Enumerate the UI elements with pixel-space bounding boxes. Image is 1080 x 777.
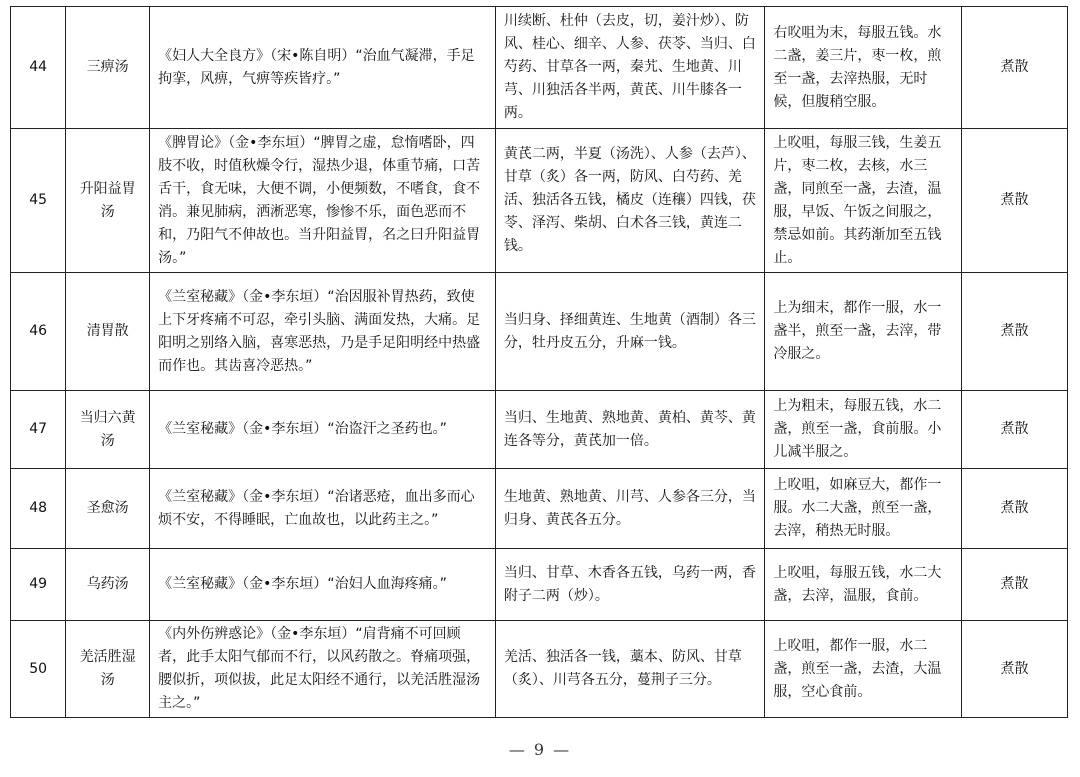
formula-source: 《内外伤辨惑论》（金•李东垣）“肩背痛不可回顾者，此手太阳气郁而不行，以风药散之。脊痛项强，腰似折，项似拔，此足太阳经不通行，以羌活胜湿汤主之。” (150, 621, 496, 718)
row-number: 47 (11, 391, 66, 469)
formula-name: 升阳益胃汤 (66, 129, 150, 273)
table-row (11, 7, 1068, 129)
page-number: — 9 — (508, 740, 572, 759)
formula-source: 《兰室秘藏》（金•李东垣）“治妇人血海疼痛。” (150, 549, 496, 621)
preparation-type: 煮散 (961, 7, 1067, 129)
table-row (11, 621, 1068, 718)
formula-ingredients: 川续断、杜仲（去皮，切，姜汁炒）、防风、桂心、细辛、人参、茯苓、当归、白芍药、甘草各一两，秦艽、生地黄、川芎、川独活各半两，黄芪、川牛膝各一两。 (495, 7, 764, 129)
preparation-type: 煮散 (961, 129, 1067, 273)
formula-usage: 上㕮咀，每服五钱，水二大盏，去滓，温服，食前。 (765, 549, 962, 621)
formula-ingredients: 当归身、择细黄连、生地黄（酒制）各三分，牡丹皮五分，升麻一钱。 (495, 273, 764, 391)
row-number: 44 (11, 7, 66, 129)
row-number: 46 (11, 273, 66, 391)
formula-source: 《脾胃论》（金•李东垣）“脾胃之虚，怠惰嗜卧，四肢不收，时值秋燥令行，湿热少退，体重节痛，口苦舌干，食无味，大便不调，小便频数，不嗜食，食不消。兼见肺病，洒淅恶寒，惨惨不乐，面色恶而不和，乃阳气不伸故也。当升阳益胃，名之曰升阳益胃汤。” (150, 129, 496, 273)
formula-name: 三痹汤 (66, 7, 150, 129)
table-row (11, 391, 1068, 469)
formula-usage: 上㕮咀，每服三钱，生姜五片，枣二枚，去核，水三盏，同煎至一盏，去渣，温服，早饭、午饭之间服之，禁忌如前。其药渐加至五钱止。 (765, 129, 962, 273)
table-row (11, 129, 1068, 273)
formula-source: 《兰室秘藏》（金•李东垣）“治因服补胃热药，致使上下牙疼痛不可忍，牵引头脑、满面发热，大痛。足阳明之别络入脑，喜寒恶热，乃是手足阳明经中热盛而作也。其齿喜冷恶热。” (150, 273, 496, 391)
formula-usage: 上㕮咀，如麻豆大，都作一服。水二大盏，煎至一盏，去滓，稍热无时服。 (765, 469, 962, 549)
row-number: 50 (11, 621, 66, 718)
formula-ingredients: 当归、甘草、木香各五钱，乌药一两，香附子二两（炒）。 (495, 549, 764, 621)
formula-source: 《兰室秘藏》（金•李东垣）“治盗汗之圣药也。” (150, 391, 496, 469)
preparation-type: 煮散 (961, 469, 1067, 549)
preparation-type: 煮散 (961, 391, 1067, 469)
formula-ingredients: 生地黄、熟地黄、川芎、人参各三分，当归身、黄芪各五分。 (495, 469, 764, 549)
formula-usage: 右㕮咀为末，每服五钱。水二盏，姜三片，枣一枚，煎至一盏，去滓热服，无时候，但腹稍空服。 (765, 7, 962, 129)
formula-name: 当归六黄汤 (66, 391, 150, 469)
formula-ingredients: 当归、生地黄、熟地黄、黄柏、黄芩、黄连各等分，黄芪加一倍。 (495, 391, 764, 469)
formula-usage: 上㕮咀，都作一服，水二盏，煎至一盏，去渣，大温服，空心食前。 (765, 621, 962, 718)
table-row (11, 549, 1068, 621)
preparation-type: 煮散 (961, 549, 1067, 621)
formula-name: 乌药汤 (66, 549, 150, 621)
preparation-type: 煮散 (961, 273, 1067, 391)
table-row (11, 273, 1068, 391)
formula-ingredients: 黄芪二两，半夏（汤洗）、人参（去芦）、甘草（炙）各一两，防风、白芍药、羌活、独活各五钱，橘皮（连穰）四钱，茯苓、泽泻、柴胡、白术各三钱，黄连二钱。 (495, 129, 764, 273)
formula-name: 羌活胜湿汤 (66, 621, 150, 718)
formula-source: 《兰室秘藏》（金•李东垣）“治诸恶疮，血出多而心烦不安，不得睡眠，亡血故也，以此药主之。” (150, 469, 496, 549)
formula-usage: 上为细末，都作一服，水一盏半，煎至一盏，去滓，带冷服之。 (765, 273, 962, 391)
formula-source: 《妇人大全良方》（宋•陈自明）“治血气凝滞，手足拘挛，风痹，气痹等疾皆疗。” (150, 7, 496, 129)
formula-ingredients: 羌活、独活各一钱，藁本、防风、甘草（炙）、川芎各五分，蔓荆子三分。 (495, 621, 764, 718)
formula-table (10, 6, 1068, 718)
preparation-type: 煮散 (961, 621, 1067, 718)
table-row (11, 469, 1068, 549)
formula-usage: 上为粗末，每服五钱，水二盏，煎至一盏，食前服。小儿减半服之。 (765, 391, 962, 469)
row-number: 48 (11, 469, 66, 549)
formula-name: 圣愈汤 (66, 469, 150, 549)
formula-name: 清胃散 (66, 273, 150, 391)
row-number: 45 (11, 129, 66, 273)
row-number: 49 (11, 549, 66, 621)
